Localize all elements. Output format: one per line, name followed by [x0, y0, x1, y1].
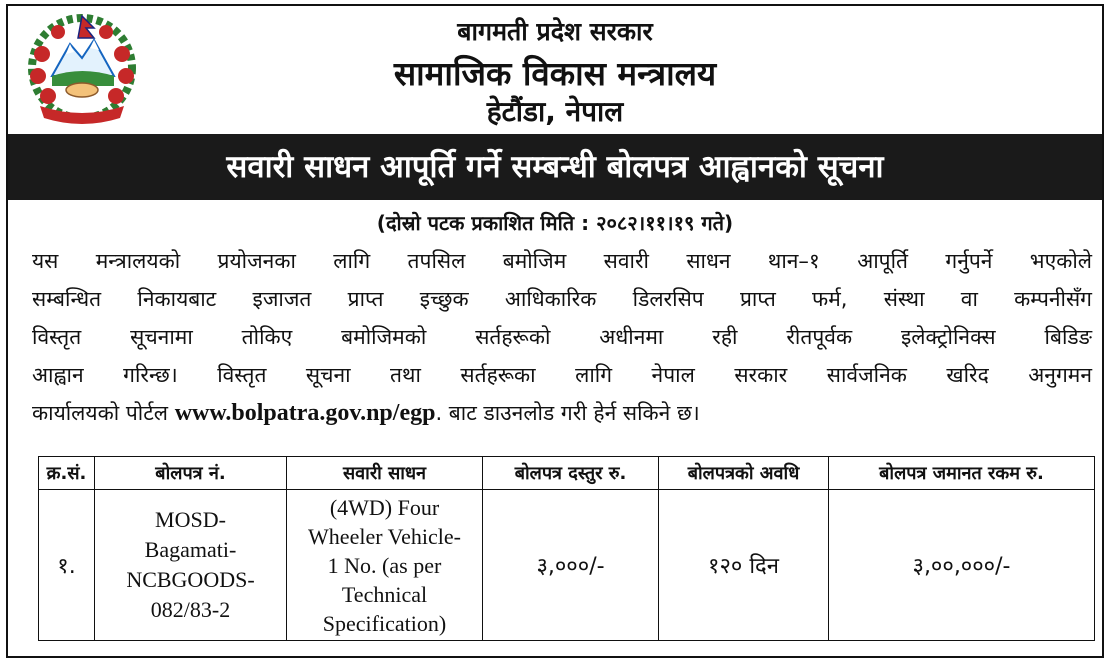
notice-page	[6, 4, 1104, 658]
table-header-row	[39, 457, 1095, 490]
cell-serial-number: १.	[39, 490, 95, 641]
vehicle-line: Wheeler Vehicle-	[308, 523, 461, 549]
ministry-location: हेटौंडा, नेपाल	[486, 95, 624, 128]
portal-suffix-text: . बाट डाउनलोड गरी हेर्न सकिने छ।	[435, 401, 700, 425]
bolpatra-portal-link[interactable]: www.bolpatra.gov.np/egp	[174, 400, 436, 426]
cell-bid-security: ३,००,०००/-	[829, 490, 1095, 641]
notice-body-last-line	[32, 394, 1092, 432]
notice-body-line: यस मन्त्रालयको प्रयोजनका लागि तपसिल बमोजिम सवारी साधन थान–१ आपूर्ति गर्नुपर्ने भएकोले	[32, 249, 1092, 273]
province-government-title: बागमती प्रदेश सरकार	[457, 17, 653, 46]
notice-title-banner: सवारी साधन आपूर्ति गर्ने सम्बन्धी बोलपत्र आह्वानको सूचना	[8, 134, 1102, 200]
notice-body-line: आह्वान गरिन्छ। विस्तृत सूचना तथा सर्तहरूका लागि नेपाल सरकार सार्वजनिक खरिद अनुगमन	[32, 363, 1092, 387]
header-bid-number: बोलपत्र नं.	[95, 457, 287, 490]
cell-bid-number	[95, 490, 287, 641]
notice-body-line: विस्तृत सूचनामा तोकिए बमोजिमको सर्तहरूको अधीनमा रही रीतपूर्वक इलेक्ट्रोनिक्स बिडिङ	[32, 325, 1092, 349]
vehicle-line: 1 No. (as per	[327, 552, 442, 578]
notice-body	[32, 242, 1092, 432]
table-row	[39, 490, 1095, 641]
vehicle-line: Specification)	[322, 610, 447, 636]
portal-prefix-text: कार्यालयको पोर्टल	[32, 401, 175, 425]
cell-vehicle	[287, 490, 483, 641]
vehicle-line: (4WD) Four	[329, 494, 440, 520]
tender-table	[38, 456, 1095, 641]
header-bid-fee: बोलपत्र दस्तुर रु.	[483, 457, 659, 490]
header-bid-security: बोलपत्र जमानत रकम रु.	[829, 457, 1095, 490]
notice-body-line: सम्बन्धित निकायबाट इजाजत प्राप्त इच्छुक आधिकारिक डिलरसिप प्राप्त फर्म, संस्था वा कम्पनीसँग	[32, 287, 1092, 311]
bid-number-line: NCBGOODS-	[126, 567, 255, 592]
notice-header	[8, 6, 1102, 130]
ministry-title: सामाजिक विकास मन्त्रालय	[393, 54, 717, 93]
publication-date-note: (दोस्रो पटक प्रकाशित मिति : २०८२।११।१९ गते)	[376, 211, 734, 235]
header-bid-validity: बोलपत्रको अवधि	[659, 457, 829, 490]
header-serial-number: क्र.सं.	[39, 457, 95, 490]
vehicle-line: Technical	[341, 581, 428, 607]
cell-bid-validity: १२० दिन	[659, 490, 829, 641]
bid-number-line: Bagamati-	[144, 537, 237, 562]
bid-number-line: MOSD-	[155, 507, 226, 532]
header-vehicle: सवारी साधन	[287, 457, 483, 490]
cell-bid-fee: ३,०००/-	[483, 490, 659, 641]
bid-number-line: 082/83-2	[150, 597, 231, 622]
